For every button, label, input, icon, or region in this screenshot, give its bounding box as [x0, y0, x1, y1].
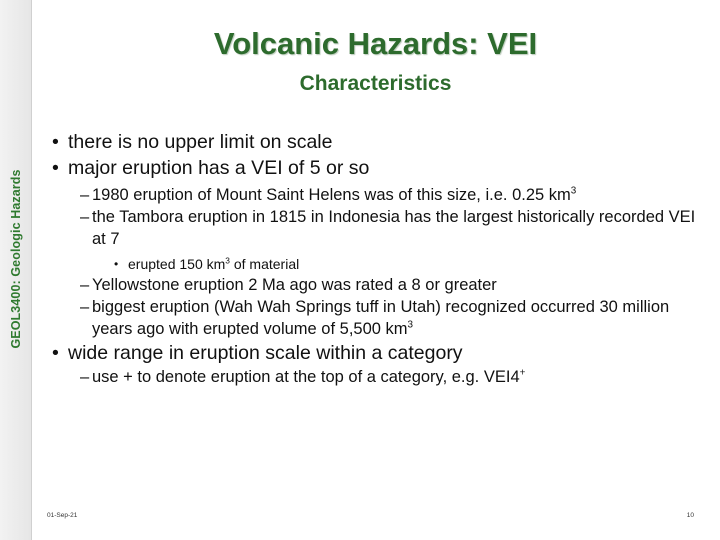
- slide-subtitle: Characteristics: [299, 72, 452, 95]
- sub-bullet-item: – Yellowstone eruption 2 Ma ago was rated a 8 or greater: [80, 274, 712, 296]
- course-label: GEOL3400: Geologic Hazards: [9, 169, 23, 349]
- sub-sub-bullet-text-end: of material: [229, 256, 300, 272]
- sub-bullet-item: [80, 184, 712, 206]
- bullet-list: [52, 129, 712, 388]
- superscript: 3: [225, 255, 230, 266]
- sub-bullet-text: 1980 eruption of Mount Saint Helens was of this size, i.e. 0.25 km: [92, 186, 571, 204]
- sub-sub-bullet-item: [114, 254, 712, 274]
- sub-bullet-item: [80, 296, 712, 340]
- slide-title: Volcanic Hazards: VEI: [213, 26, 538, 61]
- superscript: +: [519, 367, 526, 379]
- sub-bullet-item: [80, 366, 712, 388]
- sub-bullet-text: biggest eruption (Wah Wah Springs tuff in Utah) recognized occurred 30 million years ago with erupted volume of 5,500 km: [92, 298, 670, 338]
- sub-bullet-item: – the Tambora eruption in 1815 in Indonesia has the largest historically recorded VEI at 7: [80, 206, 712, 250]
- bullet-item: • major eruption has a VEI of 5 or so: [52, 155, 712, 181]
- bullet-item: • wide range in eruption scale within a category: [52, 340, 712, 366]
- superscript: 3: [570, 185, 577, 197]
- sub-sub-bullet-text: erupted 150 km: [128, 256, 226, 272]
- superscript: 3: [407, 319, 414, 331]
- footer-date: 01-Sep-21: [47, 512, 78, 519]
- bullet-item: • there is no upper limit on scale: [52, 129, 712, 155]
- side-band: [0, 0, 32, 540]
- page-number: 10: [686, 512, 694, 519]
- sub-bullet-text: use + to denote eruption at the top of a category, e.g. VEI4: [92, 368, 520, 386]
